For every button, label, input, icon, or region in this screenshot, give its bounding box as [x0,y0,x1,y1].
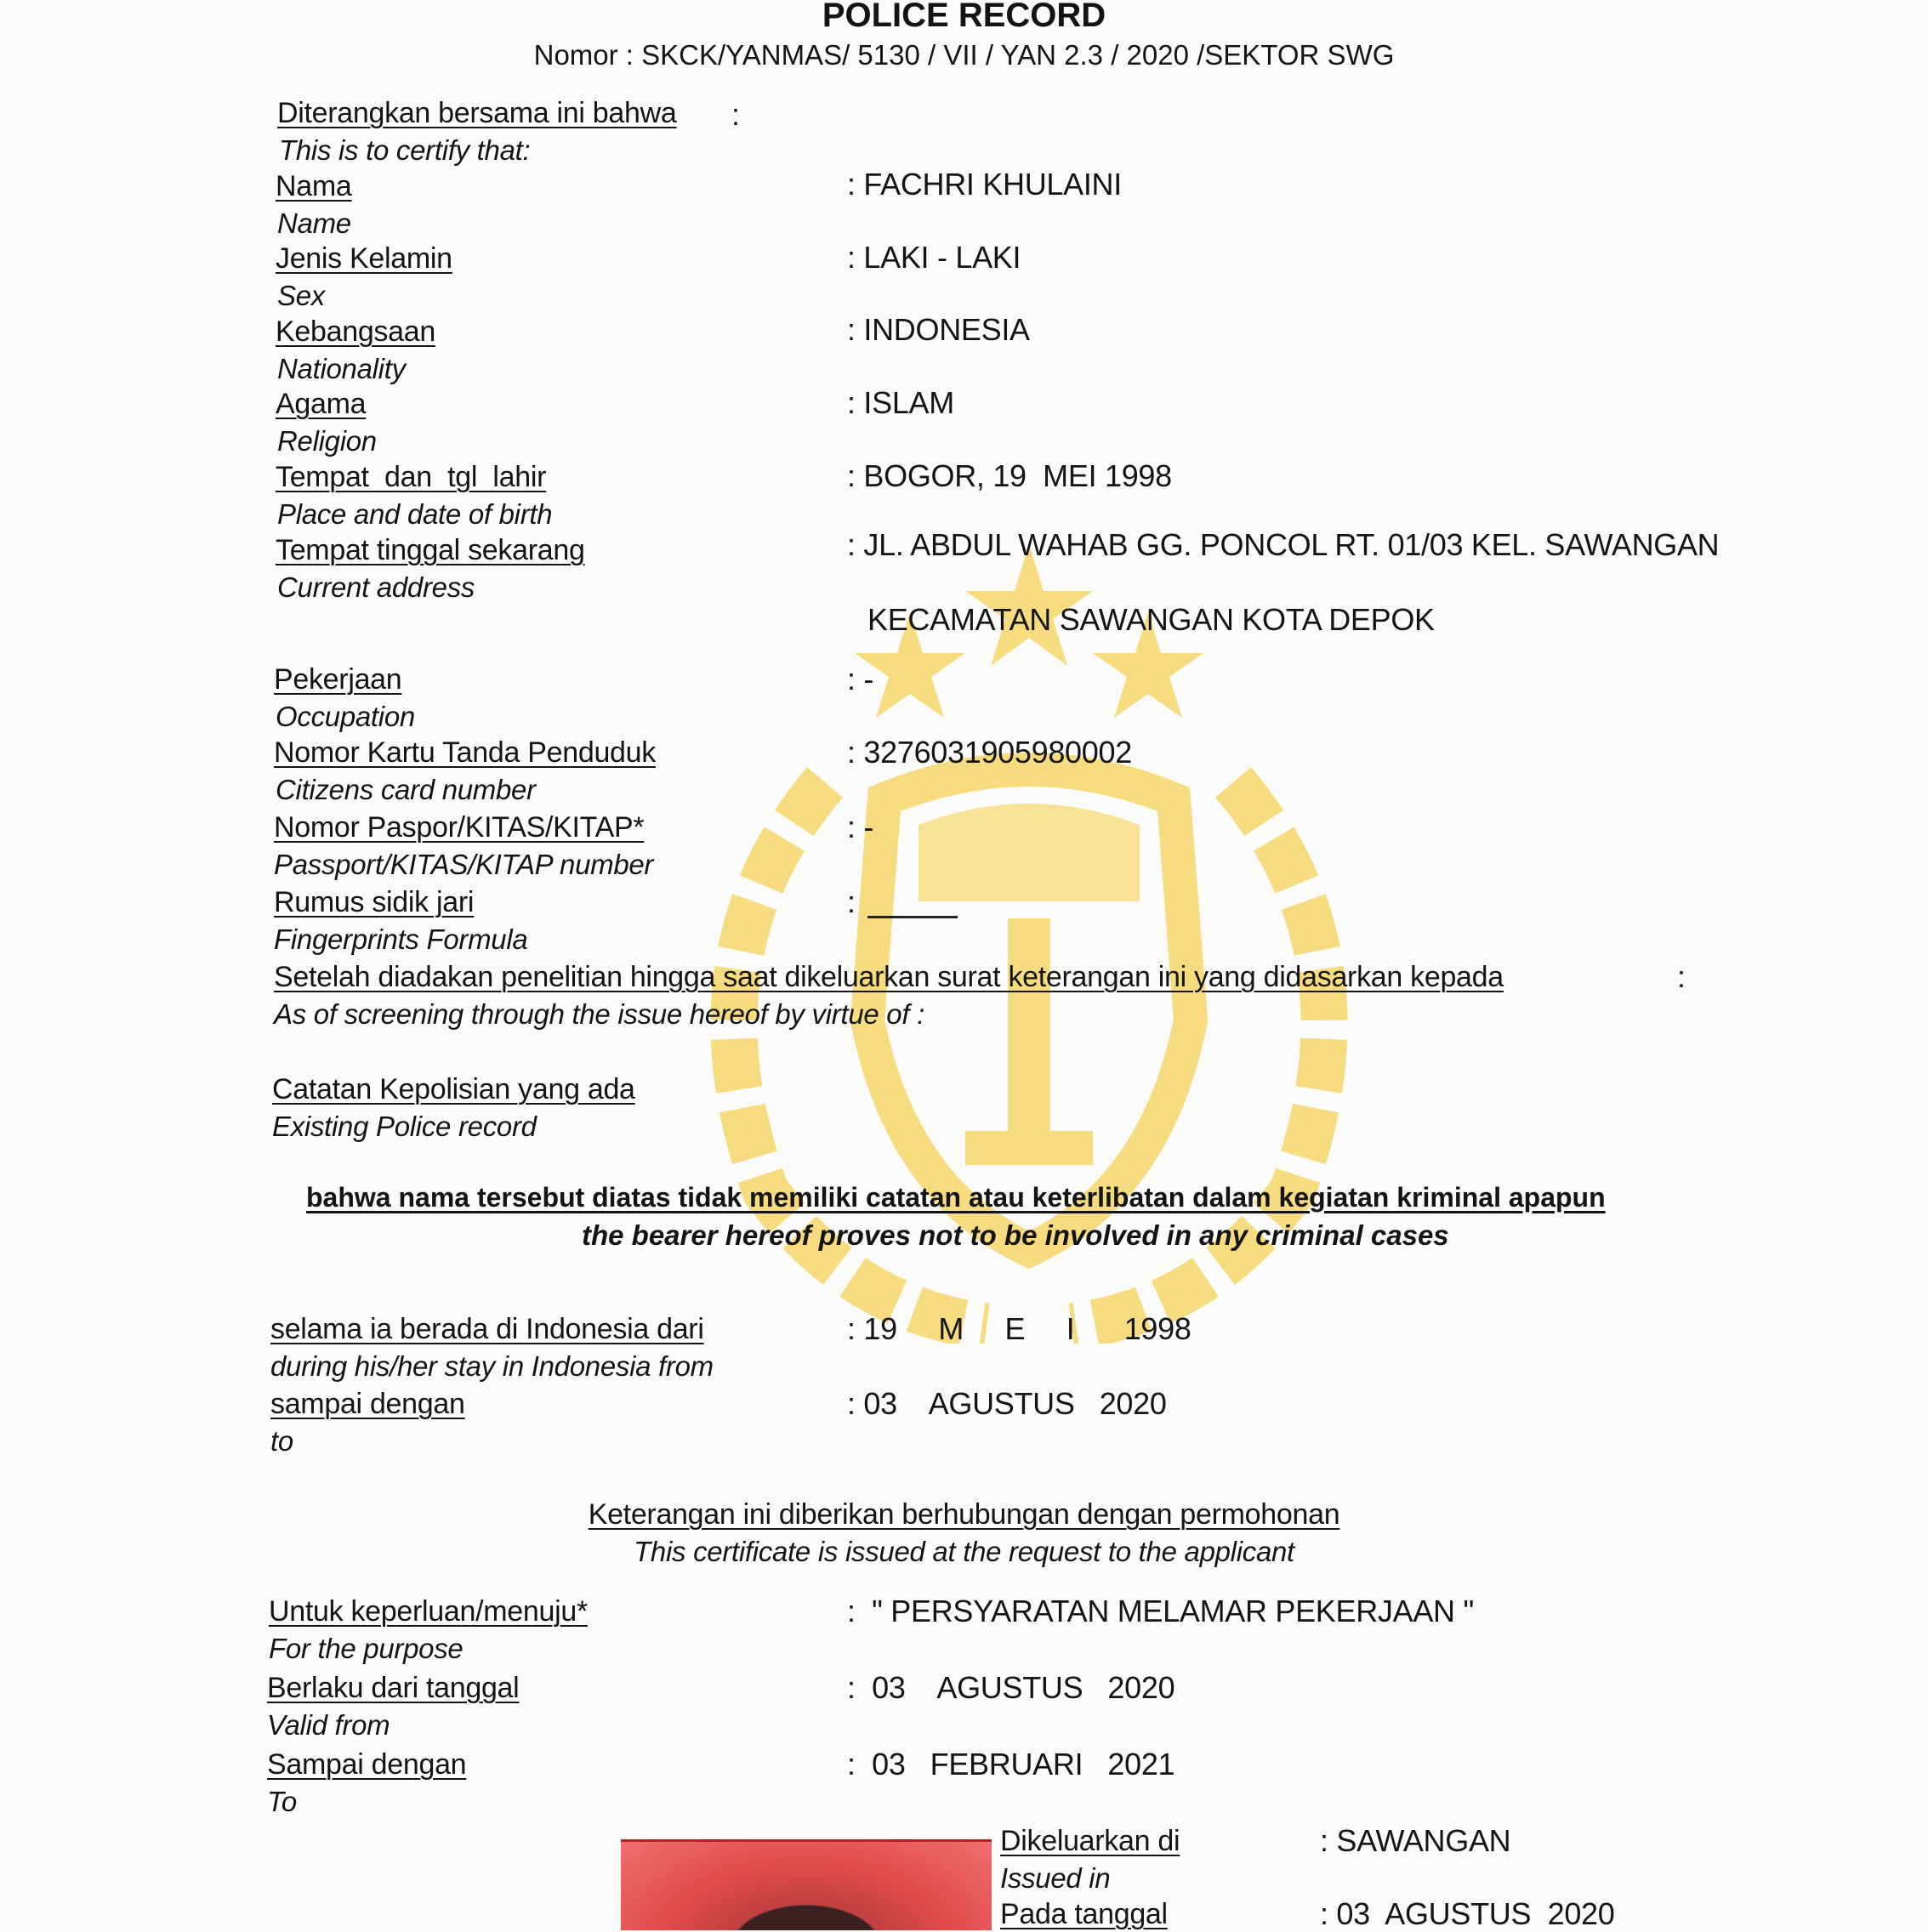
field-sub: Fingerprints Formula [274,923,528,955]
intro-label: Diterangkan bersama ini bahwa [277,97,677,129]
valid-from-value: : 03 AGUSTUS 2020 [847,1670,1175,1705]
field-label: Tempat dan tgl lahir [276,461,547,493]
field-sub: Passport/KITAS/KITAP number [274,849,654,880]
field-value: : - [847,810,874,844]
record-sub: Existing Police record [272,1111,537,1142]
valid-to-sub: To [267,1786,297,1817]
valid-to-label: Sampai dengan [267,1748,467,1781]
field-sub: Citizens card number [276,774,536,805]
field-value: : [847,884,856,919]
valid-from-label: Berlaku dari tanggal [267,1672,520,1704]
stay-value: : 03 AGUSTUS 2020 [847,1386,1167,1421]
issued-date-value: : 03 AGUSTUS 2020 [1320,1896,1615,1931]
screening-label: Setelah diadakan penelitian hingga saat dikeluarkan surat keterangan ini yang didasarkan kepada [274,961,1504,993]
stay-label: selama ia berada di Indonesia dari [270,1313,704,1345]
field-label: Tempat tinggal sekarang [276,534,585,566]
intro-colon: : [731,97,740,132]
fingerprint-blank-line [867,916,958,918]
purpose-sub: For the purpose [269,1633,464,1664]
document-title: POLICE RECORD [822,0,1106,34]
stay-sub: during his/her stay in Indonesia from [270,1350,714,1382]
stay-label: sampai dengan [270,1388,465,1420]
request-en: This certificate is issued at the request to the applicant [634,1536,1294,1567]
statement-en: the bearer hereof proves not to be involved in any criminal cases [582,1219,1449,1251]
field-sub: Sex [277,280,325,311]
field-sub: Name [277,207,351,239]
purpose-label: Untuk keperluan/menuju* [269,1595,588,1628]
intro-sub: This is to certify that: [279,134,531,166]
field-sub: Place and date of birth [277,498,553,530]
screening-sub: As of screening through the issue hereof by virtue of : [274,998,924,1030]
field-label: Nama [276,170,352,202]
purpose-value: : " PERSYARATAN MELAMAR PEKERJAAN " [847,1594,1474,1628]
field-label: Nomor Kartu Tanda Penduduk [274,736,656,769]
field-sub: Occupation [276,701,415,732]
field-sub: Current address [277,571,475,603]
field-value: : 3276031905980002 [847,735,1132,770]
field-label: Nomor Paspor/KITAS/KITAP* [274,811,645,844]
field-value: : JL. ABDUL WAHAB GG. PONCOL RT. 01/03 KEL. SAWANGAN [847,527,1720,562]
issued-in-value: : SAWANGAN [1320,1823,1511,1858]
field-label: Agama [276,388,367,420]
field-value: : BOGOR, 19 MEI 1998 [847,458,1172,493]
field-value: : INDONESIA [847,312,1030,347]
statement-id: bahwa nama tersebut diatas tidak memiliki catatan atau keterlibatan dalam kegiatan kriminal apapun [306,1182,1606,1213]
field-value-line2: KECAMATAN SAWANGAN KOTA DEPOK [867,602,1435,637]
field-value: : LAKI - LAKI [847,240,1021,275]
field-value: : ISLAM [847,385,954,420]
valid-from-sub: Valid from [267,1709,390,1741]
field-label: Rumus sidik jari [274,886,475,918]
field-label: Jenis Kelamin [276,242,452,275]
field-value: : FACHRI KHULAINI [847,167,1122,202]
field-sub: Religion [277,425,377,457]
screening-colon: : [1677,959,1686,994]
record-label: Catatan Kepolisian yang ada [272,1073,635,1105]
document-number: Nomor : SKCK/YANMAS/ 5130 / VII / YAN 2.3 / 2020 /SEKTOR SWG [533,39,1395,71]
stay-value: : 19 M E I 1998 [847,1311,1191,1346]
field-value: : - [847,662,874,696]
field-label: Kebangsaan [276,315,435,348]
field-label: Pekerjaan [274,663,402,696]
field-sub: Nationality [277,353,406,384]
applicant-photo [621,1839,992,1930]
request-id: Keterangan ini diberikan berhubungan dengan permohonan [588,1498,1340,1531]
issued-in-label: Dikeluarkan di [1000,1825,1180,1857]
valid-to-value: : 03 FEBRUARI 2021 [847,1747,1175,1781]
issued-in-sub: Issued in [1000,1862,1111,1894]
stay-sub: to [270,1425,293,1457]
issued-date-label: Pada tanggal [1000,1898,1168,1930]
